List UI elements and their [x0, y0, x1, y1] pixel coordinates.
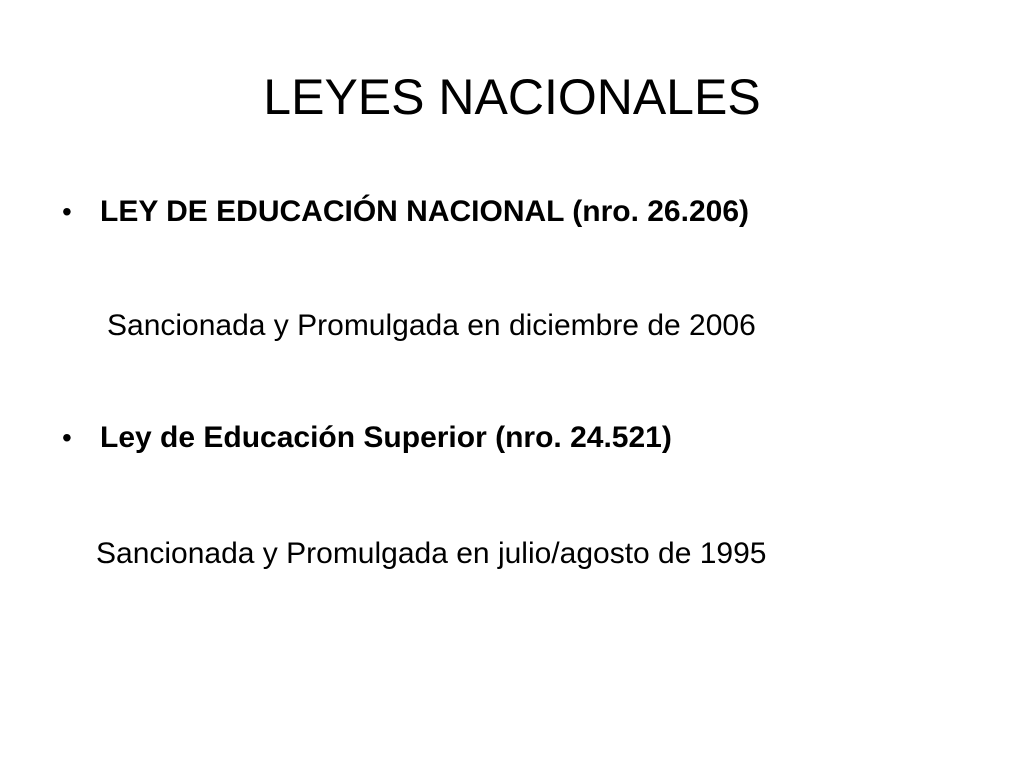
bullet-item-ley-educacion-superior: [62, 418, 672, 458]
bullet-icon: •: [62, 196, 72, 227]
bullet-icon: •: [62, 422, 72, 453]
bullet-item-ley-educacion-nacional: [62, 192, 749, 232]
bullet-heading: LEY DE EDUCACIÓN NACIONAL (nro. 26.206): [100, 195, 749, 228]
bullet-heading: Ley de Educación Superior (nro. 24.521): [100, 421, 672, 454]
slide-title: LEYES NACIONALES: [263, 69, 761, 125]
bullet-detail: Sancionada y Promulgada en diciembre de 2006: [107, 309, 756, 342]
bullet-detail: Sancionada y Promulgada en julio/agosto de 1995: [96, 537, 767, 570]
